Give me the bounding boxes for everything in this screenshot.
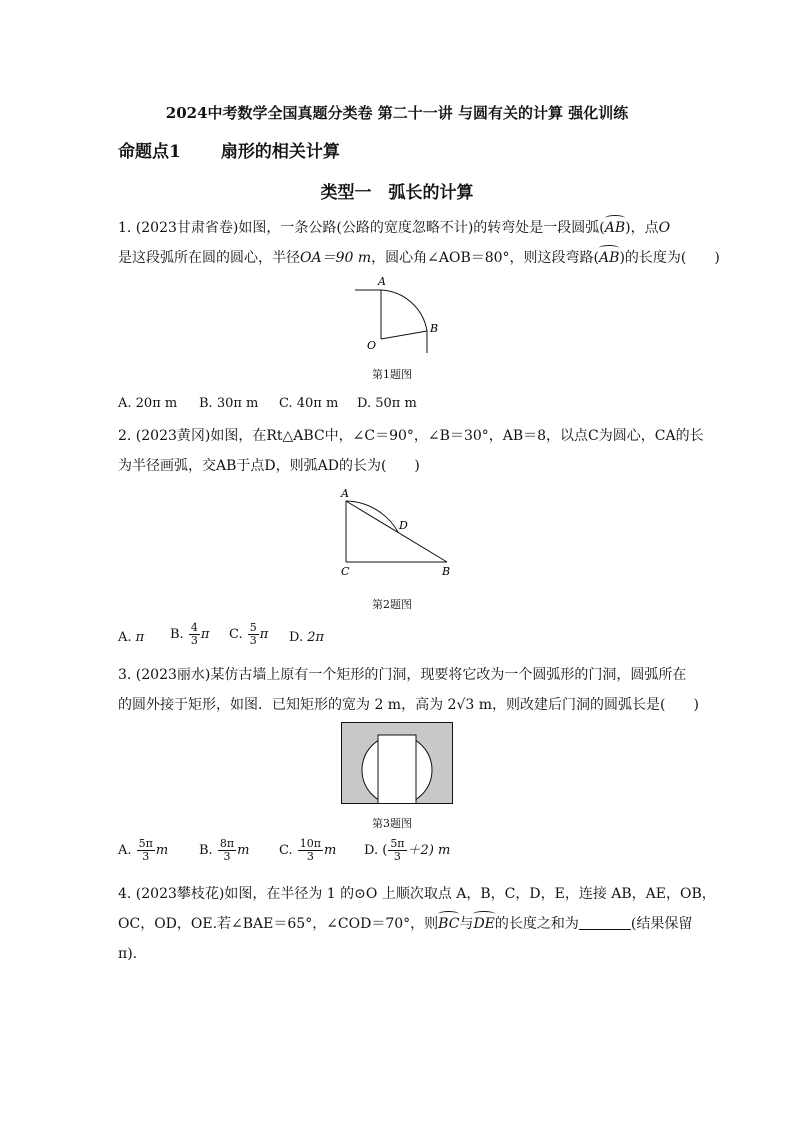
- section-name: 扇形的相关计算: [220, 142, 340, 162]
- q1-option-b: B. 30π m: [199, 396, 259, 411]
- q2-line1: 2. (2023黄冈)如图，在Rt△ABC中，∠C＝90°，∠B＝30°，AB＝8，以点C为圆心，CA的长: [118, 428, 704, 444]
- q3-sqrt: √3: [456, 697, 475, 713]
- q3-option-c: C. $\frac{10\pi}{3}$ m: [279, 837, 337, 863]
- q3-caption: 第3题图: [372, 817, 412, 830]
- q1-point-o: O: [658, 220, 671, 236]
- q2-label-b: B: [442, 565, 451, 578]
- q4-arc-de: DE: [473, 916, 495, 932]
- q2-label-c: C: [341, 565, 350, 578]
- q1-text-a: 1. (2023甘肃省卷)如图，一条公路(公路的宽度忽略不计)的转弯处是一段圆弧(: [118, 220, 605, 236]
- q1-text-b: )，点: [625, 220, 659, 236]
- q4-line3: π).: [118, 946, 138, 962]
- q3-rect-doorway: [378, 735, 416, 804]
- q4-line1: 4. (2023攀枝花)如图，在半径为 1 的⊙O 上顺次取点 A，B，C，D，E，连接 AB，AE，OB，: [118, 886, 716, 902]
- q3-text-a: 的圆外接于矩形，如图．已知矩形的宽为 2 m，高为 2: [118, 697, 457, 713]
- subsection-heading: 类型一 弧长的计算: [320, 183, 474, 203]
- q1-label-o: O: [367, 339, 377, 352]
- q4-arc-bc: BC: [438, 916, 460, 932]
- q2-option-c: C. $\frac{5}{3}$ π: [229, 621, 269, 647]
- q4-text-d: (结果保留: [630, 916, 693, 932]
- q2-label-d: D: [399, 519, 408, 532]
- q2-option-b-fraction: $\frac{4}{3}$: [190, 621, 198, 647]
- q4-line2: [118, 914, 692, 934]
- q1-label-b: B: [430, 322, 439, 335]
- q3-line1: 3. (2023丽水)某仿古墙上原有一个矩形的门洞，现要将它改为一个圆弧形的门洞，圆弧所在: [118, 667, 687, 683]
- q2-side-ab: [346, 501, 447, 562]
- q4-answer-blank[interactable]: [579, 915, 631, 930]
- q4-text-c: 的长度之和为: [494, 916, 579, 932]
- q1-text-e: )的长度为( ): [619, 250, 720, 266]
- q1-option-c: C. 40π m: [279, 396, 339, 411]
- q1-arc-ab-2: AB: [599, 250, 620, 266]
- q3-option-b: B. $\frac{8\pi}{3}$ m: [199, 837, 250, 863]
- q3-option-d: D. ( $\frac{5\pi}{3}$ ＋2) m: [364, 837, 451, 863]
- q1-figure: [345, 275, 445, 355]
- q1-arc-ab: AB: [604, 220, 626, 236]
- q3-figure: [341, 722, 453, 804]
- q2-line2: 为半径画弧，交AB于点D，则弧AD的长为( ): [118, 458, 420, 474]
- q1-line2: [118, 248, 720, 268]
- q1-line1: [118, 218, 670, 238]
- q1-radius-ob: [381, 331, 427, 339]
- q3-text-b: m，则改建后门洞的圆弧长是( ): [474, 697, 699, 713]
- q1-option-d: D. 50π m: [357, 396, 417, 411]
- q1-option-a: A. 20π m: [118, 396, 178, 411]
- q2-option-b: B. $\frac{4}{3}$ π: [170, 621, 210, 647]
- q4-text-b: 与: [459, 916, 474, 932]
- q1-caption: 第1题图: [372, 368, 412, 381]
- q3-option-a: A. $\frac{5\pi}{3}$ m: [118, 837, 169, 863]
- q2-caption: 第2题图: [372, 598, 412, 611]
- q4-text-a: OC，OD，OE.若∠BAE＝65°，∠COD＝70°，则: [118, 916, 439, 932]
- q1-arc: [381, 290, 427, 331]
- q2-figure: [336, 485, 460, 581]
- q2-option-a: A. π: [118, 630, 145, 645]
- page-title: 2024中考数学全国真题分类卷 第二十一讲 与圆有关的计算 强化训练: [165, 104, 629, 122]
- q2-option-c-fraction: $\frac{5}{3}$: [249, 621, 257, 647]
- section-heading: [118, 137, 340, 162]
- section-label: 命题点1: [118, 142, 181, 162]
- q2-option-d: D. 2π: [289, 630, 325, 645]
- q1-text-d: ，圆心角∠AOB＝80°，则这段弯路(: [371, 250, 600, 266]
- q1-radius: OA＝90 m: [300, 250, 372, 266]
- q1-text-c: 是这段弧所在圆的圆心，半径: [118, 250, 300, 266]
- q2-label-a: A: [341, 487, 349, 500]
- q3-line2: [118, 695, 699, 715]
- q1-label-a: A: [378, 275, 386, 288]
